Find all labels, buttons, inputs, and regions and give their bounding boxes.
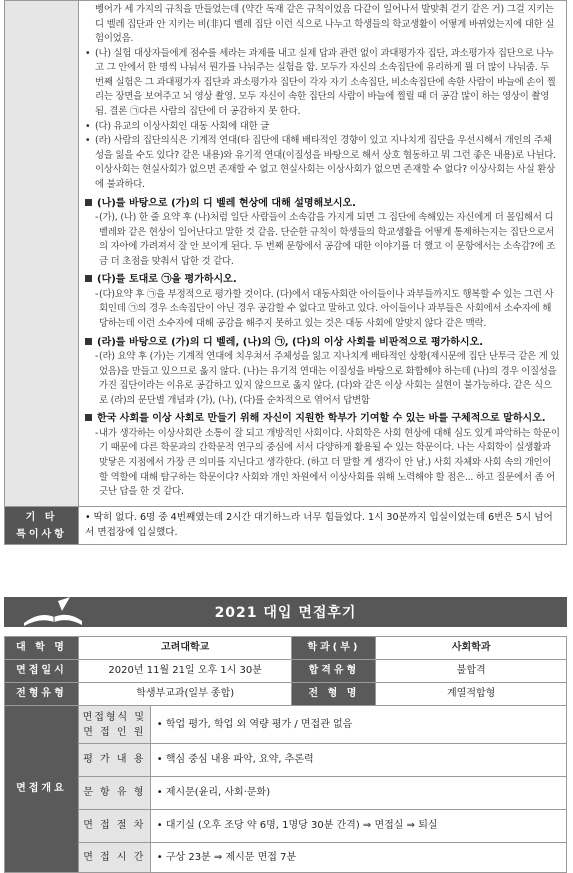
result-value: 불합격 — [376, 660, 567, 683]
question-title: (나)를 바탕으로 (가)의 디 벨레 현상에 대해 설명해보시오. — [85, 196, 560, 212]
overview-row-label: 면 접 시 간 — [78, 843, 150, 873]
review-banner — [4, 597, 567, 627]
overview-row-label: 평 가 내 용 — [78, 744, 150, 777]
track-value: 계열적합형 — [376, 683, 567, 706]
overview-row-value: • 제시문(윤리, 사회·문화) — [150, 777, 566, 810]
admission-type-label: 전형유형 — [5, 683, 79, 706]
university-label: 대 학 명 — [5, 637, 79, 660]
passage-bullet: • (나) 실험 대상자들에게 점수를 세라는 과제를 내고 실제 답과 관련 없이 과대평가자 집단, 과소평가자 집단으로 나누고 그 안에서 한 명씩 나눠서 뭔가를 나눠주는 실험을 함. 모두가 자신의 소속집단에 유리하게 뭘 더 많이 나눠줌. 두 번째 실험은 그 과대평가자 집단과 과소평가자 집단이 각자 자기 소속집단, 비소속집단에 속한 사람이 바늘에 손이 찔리는 장면을 보여주고 뇌 영상 촬영. 모두 자신이 속한 집단의 사람이 바늘에 찔릴 때 더 공감 많이 하는 영상이 촬영됨. 결론 ㉠다른 사람의 집단에 더 공감하지 못 한다. — [85, 47, 556, 118]
etc-bullet: • — [85, 511, 94, 523]
overview-row-label: 면접형식 및 면 접 인 원 — [78, 706, 150, 744]
overview-row-label: 문 항 유 형 — [78, 777, 150, 810]
date-value: 2020년 11월 21일 오후 1시 30분 — [78, 660, 292, 683]
department-label: 학과(부) — [292, 637, 376, 660]
overview-row-value: • 구상 23분 ⇒ 제시문 면접 7분 — [150, 843, 566, 873]
overview-row-label: 면 접 절 차 — [78, 810, 150, 843]
passage-text: (나) 실험 대상자들에게 점수를 세라는 과제를 내고 실제 답과 관련 없이 과대평가자 집단, 과소평가자 집단으로 나누고 그 안에서 한 명씩 나눠서 뭔가를 나눠주는 실험을 함. 모두가 자신의 소속집단에 유리하게 뭘 더 많이 나눠줌. 두 번째 실험은 그 과대평가자 집단과 과소평가자 집단이 각자 자기 소속집단, 비소속집단에 속한 사람이 바늘에 손이 찔리는 장면을 보여주고 뇌 영상 촬영. 모두 자신이 속한 집단의 사람이 바늘에 찔릴 때 더 공감 많이 하는 영상이 촬영됨. 결론 ㉠다른 사람의 집단에 더 공감하지 못 한다. — [95, 47, 556, 118]
interview-info-table — [4, 636, 567, 873]
banner-title: 2021 대입 면접후기 — [214, 605, 357, 621]
admission-type-value: 학생부교과(일부 종합) — [78, 683, 292, 706]
department-value: 사회학과 — [376, 637, 567, 660]
date-label: 면접일시 — [5, 660, 79, 683]
essay-content — [79, 1, 567, 507]
passage-bullet: • (라) 사람의 집단의식은 기계적 연대(타 집단에 대해 배타적인 경향이 있고 지나치게 집단을 우선시해서 개인의 주체성을 잃을 수도 있다? 같은 내용)와 유기적 연대(이질성을 바탕으로 해서 상호 협동하고 뭐 그런 좋은 내용)로 나뉜다. 이상사회는 현실사회가 없으면 존재할 수 없고 현실사회는 이상사회가 없으면 존재할 수 없다? 이상사회는 사실 환상에 불과하다. — [85, 135, 556, 190]
passage-text: (다) 유교의 이상사회인 대동 사회에 대한 글 — [95, 120, 270, 132]
question-title: (다)를 토대로 ㉠을 평가하시오. — [85, 272, 560, 288]
left-shade-column — [5, 1, 79, 507]
overview-row-value: • 학업 평가, 학업 외 역량 평가 / 면접관 없음 — [150, 706, 566, 744]
track-label: 전 형 명 — [292, 683, 376, 706]
overview-row-value: • 대기실 (오후 조당 약 6명, 1명당 30분 간격) ⇒ 면접실 ⇒ 퇴실 — [150, 810, 566, 843]
question-title: (라)를 바탕으로 (가)의 디 벨레, (나)의 ㉠, (다)의 이상 사회를 비판적으로 평가하시오. — [85, 335, 560, 351]
overview-label: 면접개요 — [5, 706, 79, 873]
passage-bullet: • (다) 유교의 이상사회인 대동 사회에 대한 글 — [85, 120, 270, 132]
question-answer: - (가), (나) 한 줄 요약 후 (나)처럼 일단 사람들이 소속감을 가지게 되면 그 집단에 속해있는 자신에게 더 몰입해서 디 벨레와 같은 현상이 일어난다고 말한 것 같음. 단순한 규칙이 학생들의 학교생활을 어떻게 통제하는지는 집단으로서의 자아에 가려져서 잘 안 보이게 된다. 두 번째 문항에서 공감에 대한 이야기를 더 했고 이 문항에서는 소속감?에 조금 더 초점을 맞춰서 답한 것 같다. — [95, 212, 556, 267]
overview-row-value: • 핵심 중심 내용 파악, 요약, 추론력 — [150, 744, 566, 777]
question-answer: - 내가 생각하는 이상사회란 소통이 잘 되고 개방적인 사회이다. 사회학은 사회 현상에 대해 심도 있게 파악하는 학문이기 때문에 다른 학문과의 간학문적 연구의 중심에 서서 다양하게 활용될 수 있는 학문이다. 나는 사회학이 실생활과 맞닿은 지점에서 가장 큰 의미를 지닌다고 생각한다. (하고 더 말할 게 생각이 안 남.) 사회 자체와 사회 속의 개인이 할 역할에 대해 탐구하는 학문이다? 사회와 개인 차원에서 이상사회를 위해 노력해야 할 점은... 하고 질문에서 좀 어긋난 답을 한 것 같다. — [95, 427, 560, 498]
result-label: 합격유형 — [292, 660, 376, 683]
question-answer: - (라) 요약 후 (가)는 기계적 연대에 치우쳐서 주체성을 잃고 지나치게 배타적인 상황(제시문에 집단 난투극 같은 게 있었음)을 만들고 있으므로 옳지 않다. (나)는 유기적 연대는 이질성을 바탕으로 화합해야 하는데 (나)의 경우 이질성을 가진 집단이라는 이유로 공감하고 있지 않으므로 옳지 않다. (다)와 같은 이상 사회는 실현이 불가능하다. 같은 식으로 (라)의 문단별 개념과 (가), (나), (다)를 순차적으로 엮어서 답변함 — [95, 351, 560, 406]
essay-table — [4, 0, 567, 545]
intro-paragraph: 벵어가 세 가지의 규칙을 만들었는데 (약간 독재 같은 규칙이었음 다같이 일어나서 발맞춰 걷기 같은 거) 그걸 지키는 디 벨레 집단과 안 지키는 비(非)디 벨레 집단 이런 식으로 나누고 학생들의 학교생활이 어떻게 바뀌었는지에 대한 실험이었음. — [95, 4, 555, 45]
question-answer: - (다)요약 후 ㉠을 부정적으로 평가할 것이다. (다)에서 대동사회란 아이들이나 과부들까지도 행복할 수 있는 그런 사회인데 ㉠의 경우 소속집단이 아닌 경우 공감할 수 없다고 말하고 있다. 아이들이나 과부들은 사회에서 소수자에 해당하는데 이런 소수자에 대해 공감을 해주지 못하고 있는 것은 대동 사회에 알맞지 않다 같은 맥락. — [95, 288, 554, 329]
etc-text: 딱히 없다. 6명 중 4번째였는데 2시간 대기하느라 너무 힘들었다. 1시 30분까지 입실이었는데 6번은 5시 넘어서 면접장에 입실했다. — [85, 511, 553, 538]
etc-body — [79, 506, 567, 545]
question-title: 한국 사회를 이상 사회로 만들기 위해 자신이 지원한 학부가 기여할 수 있는 바를 구체적으로 말하시오. — [85, 411, 560, 427]
passage-text: (라) 사람의 집단의식은 기계적 연대(타 집단에 대해 배타적인 경향이 있고 지나치게 집단을 우선시해서 개인의 주체성을 잃을 수도 있다? 같은 내용)와 유기적 연대(이질성을 바탕으로 해서 상호 협동하고 뭐 그런 좋은 내용)로 나뉜다. 이상사회는 현실사회가 없으면 존재할 수 없고 현실사회는 이상사회가 없으면 존재할 수 없다? 이상사회는 사실 환상에 불과하다. — [95, 135, 556, 190]
university-value: 고려대학교 — [78, 637, 292, 660]
etc-label: 기 타 특이사항 — [5, 506, 79, 545]
